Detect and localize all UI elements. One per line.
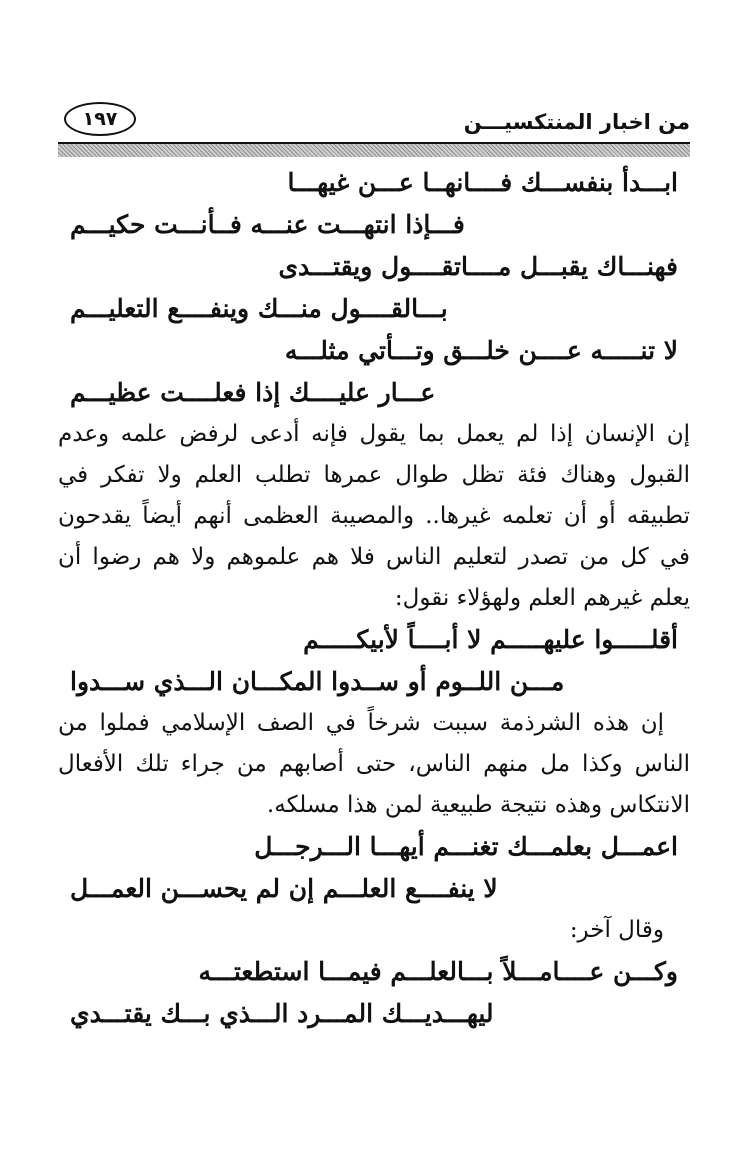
verse-line: لا تنـــــه عــــن خلـــق وتـــأتي مثلـــه [284, 336, 678, 365]
running-title: من اخبار المنتكسيـــن [463, 110, 690, 134]
prose-line: الناس وكذا مل منهم الناس، حتى أصابهم من جراء تلك الأفعال [58, 751, 690, 777]
verse-line: مـــن اللــوم أو ســدوا المكـــان الـــذي ســـدوا [70, 667, 565, 696]
prose-line: إن هذه الشرذمة سببت شرخاً في الصف الإسلامي فملوا من [58, 710, 664, 736]
page-number: ١٩٧ [64, 102, 136, 136]
verse-line: اعمـــل بعلمـــك تغنـــم أيهـــا الـــرجـــل [254, 832, 678, 861]
verse-line: عـــار عليــــك إذا فعلــــت عظيـــم [70, 378, 436, 407]
prose-line: القبول وهناك فئة تظل طوال عمرها تطلب العلم ولا تفكر في [58, 462, 690, 488]
page-header [58, 96, 690, 140]
page-body [58, 162, 690, 1035]
prose-line: الانتكاس وهذه نتيجة طبيعية لمن هذا مسلكه. [266, 792, 690, 818]
verse-line: وكـــن عــــامـــلاً بـــالعلـــم فيمـــا استطعتـــه [198, 957, 678, 986]
verse-line: ابـــدأ بنفســـك فــــانهــا عـــن غيهـــا [287, 168, 678, 197]
header-rule [58, 142, 690, 157]
verse-line: لا ينفــــع العلـــم إن لم يحســـن العمـــل [70, 874, 498, 903]
prose-line: في كل من تصدر لتعليم الناس فلا هم علموهم ولا هم رضوا أن [58, 544, 690, 570]
verse-line: ليهـــديـــك المـــرد الـــذي بـــك يقتـــدي [70, 999, 494, 1028]
verse-line: فـــإذا انتهـــت عنـــه فــأنـــت حكيـــم [70, 210, 465, 239]
prose-line: يعلم غيرهم العلم ولهؤلاء نقول: [394, 585, 690, 611]
prose-line: وقال آخر: [569, 917, 664, 943]
prose-line: إن الإنسان إذا لم يعمل بما يقول فإنه أدعى لرفض علمه وعدم [58, 421, 690, 447]
verse-line: بـــالقــــول منـــك وينفــــع التعليـــم [70, 294, 448, 323]
verse-line: فهنـــاك يقبـــل مــــاتقــــول ويقتـــدى [278, 252, 678, 281]
verse-line: أقلـــــوا عليهـــــم لا أبــــاً لأبيكـــــم [303, 625, 678, 654]
prose-line: تطبيقه أو أن تعلمه غيرها.. والمصيبة العظمى أنهم أيضاً يقدحون [58, 503, 690, 529]
